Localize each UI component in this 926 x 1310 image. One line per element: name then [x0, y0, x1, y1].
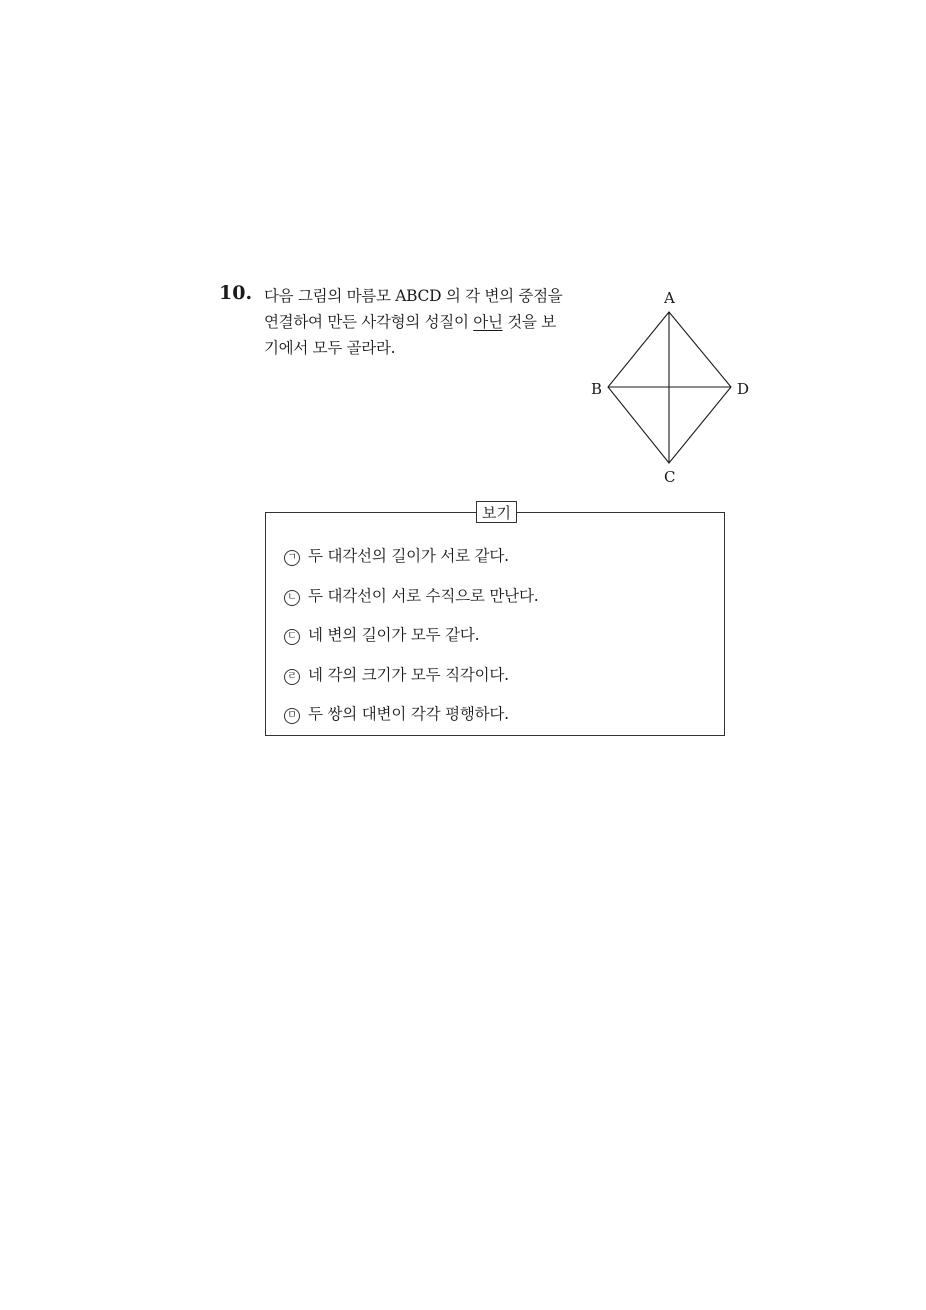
stem-line-2	[264, 309, 584, 335]
stem-line-1: 다음 그림의 마름모 ABCD 의 각 변의 중점을	[264, 287, 563, 305]
question-stem	[264, 283, 584, 361]
bogi-list	[284, 544, 538, 742]
bogi-item-text: 네 각의 크기가 모두 직각이다.	[308, 665, 509, 684]
stem-line-3: 기에서 모두 골라라.	[264, 339, 396, 357]
bogi-item	[284, 544, 538, 584]
vertex-label-a: A	[664, 289, 675, 307]
question-number: 10.	[219, 282, 253, 304]
vertex-label-c: C	[664, 468, 676, 486]
circled-marker: ㄴ	[284, 590, 300, 606]
bogi-item	[284, 623, 538, 663]
circled-marker: ㄱ	[284, 550, 300, 566]
bogi-item-text: 두 쌍의 대변이 각각 평행하다.	[308, 705, 509, 723]
stem-line-2-end: 것을 보	[502, 313, 556, 331]
rhombus-diagram	[585, 285, 755, 490]
bogi-item	[284, 702, 538, 742]
bogi-item-text: 네 변의 길이가 모두 같다.	[308, 626, 480, 644]
rhombus-figure	[585, 285, 755, 490]
vertex-label-d: D	[737, 380, 750, 398]
bogi-item-text: 두 대각선의 길이가 서로 같다.	[308, 547, 509, 565]
circled-marker: ㄹ	[284, 669, 300, 685]
bogi-title: 보기	[476, 501, 517, 523]
circled-marker: ㅁ	[284, 708, 300, 724]
bogi-item	[284, 663, 538, 703]
bogi-item	[284, 584, 538, 624]
vertex-label-b: B	[591, 380, 603, 398]
stem-line-2-start: 연결하여 만든 사각형의 성질이	[264, 313, 474, 331]
circled-marker: ㄷ	[284, 629, 300, 645]
emphasis-not: 아닌	[473, 313, 503, 331]
bogi-item-text: 두 대각선이 서로 수직으로 만난다.	[308, 586, 539, 605]
